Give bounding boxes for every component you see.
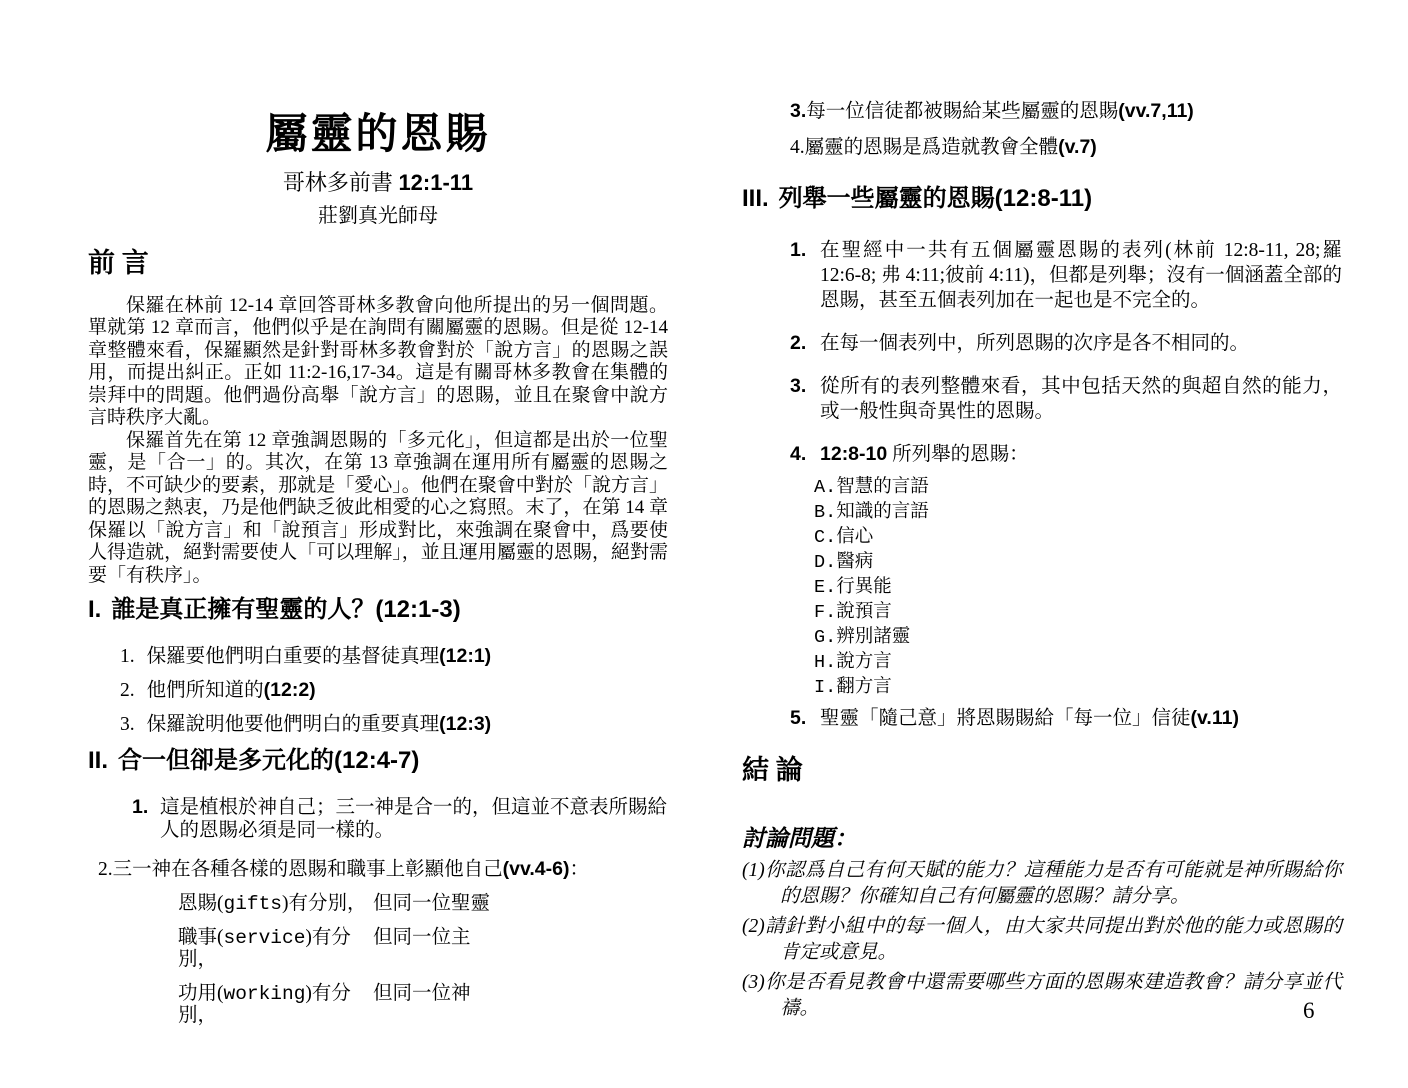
list-item (742, 331, 1342, 356)
doc-author: 莊劉真光師母 (318, 204, 438, 227)
list-item (814, 600, 1342, 625)
intro-paragraph-2: 保羅首先在第 12 章強調恩賜的「多元化」，但這都是出於一位聖靈，是「合一」的。其次，在第 13 章強調在運用所有屬靈的恩賜之時，不可缺少的要素，那就是「愛心」。他們在聚會中對於「說方言」的恩賜之熱衷，乃是他們缺乏彼此相愛的心之寫照。末了，在第 14 章保羅以「說方言」和「說預言」形成對比，來強調在聚會中，爲要使人得造就，絕對需要使人「可以理解」，並且運用屬靈的恩賜，絕對需要「有秩序」。 (88, 429, 668, 586)
discussion-question: (2)請針對小組中的每一個人，由大家共同提出對於他的能力或恩賜的肯定或意見。 (742, 916, 1342, 964)
verse-ref: (12:1) (439, 645, 492, 668)
list-item (88, 858, 668, 881)
item-text: 翻方言 (836, 676, 892, 697)
gift-zh: 職事( (178, 926, 224, 948)
gift-en: service (223, 926, 306, 949)
item-marker: 1. (790, 238, 807, 261)
gift-en: gifts (223, 892, 283, 915)
verse-ref: (12:3) (439, 713, 492, 736)
item-marker: G. (814, 626, 837, 648)
item-marker: 2. (120, 680, 135, 702)
item-text: 從所有的表列整體來看，其中包括天然的與超自然的能力，或一般性與奇異性的恩賜。 (820, 375, 1342, 422)
item-marker: F. (814, 601, 837, 623)
section2-heading (88, 747, 668, 776)
gift-zh: 功用( (178, 982, 224, 1004)
section1-list (88, 645, 668, 736)
section2-verse-ref: (12:4-7) (334, 747, 420, 775)
item-marker: 4. (790, 442, 807, 465)
list-item (814, 550, 1342, 575)
discussion-heading: 討論問題： (742, 825, 857, 851)
section3-title: 列舉一些屬靈的恩賜 (778, 186, 995, 212)
section3-numeral: III. (742, 185, 769, 212)
item-text: 三一神在各種各樣的恩賜和職事上彰顯他自己 (112, 858, 503, 880)
section1-numeral: I. (88, 596, 102, 624)
item-text: 說方言 (836, 651, 892, 672)
list-item (742, 706, 1342, 731)
doc-title: 屬靈的恩賜 (265, 112, 491, 158)
verse-ref: (v.7) (1058, 136, 1097, 158)
page-number: 6 (1303, 998, 1315, 1023)
item-text: 在聖經中一共有五個屬靈恩賜的表列(林前 12:8-11, 28;羅 12:6-8; 弗 4:11;彼前 4:11)，但都是列舉；沒有一個涵蓋全部的恩賜，甚至五個表列加在一起也是不完全的。 (820, 239, 1342, 311)
item-marker: 5. (790, 706, 807, 729)
conclusion-heading: 結 論 (742, 754, 803, 785)
item-text: 所列舉的恩賜： (887, 443, 1029, 465)
item-marker: B. (814, 501, 837, 523)
item-marker: 3. (790, 100, 807, 122)
item-marker: I. (814, 676, 837, 698)
item-text (820, 442, 1029, 467)
discussion-question: (1)你認爲自己有何天賦的能力？這種能力是否有可能就是神所賜給你的恩賜？你確知自己有何屬靈的恩賜？請分享。 (742, 860, 1342, 908)
left-column (88, 110, 668, 1039)
gift-row (178, 893, 668, 915)
list-item (742, 238, 1342, 313)
item-text: 保羅說明他要他們明白的重要真理 (146, 714, 440, 736)
verse-ref: (vv.4-6) (502, 857, 570, 880)
list-item (814, 475, 1342, 500)
list-item (814, 675, 1342, 700)
gift-en: working (223, 982, 306, 1005)
item-text: 聖靈「隨己意」將恩賜賜給「每一位」信徒 (820, 707, 1191, 729)
item-text: 行異能 (836, 576, 892, 597)
right-top-list (742, 100, 1342, 159)
item-marker: A. (814, 476, 837, 498)
gift-row (178, 927, 668, 971)
item-text: 知識的言語 (836, 501, 929, 522)
verse-ref: (12:2) (263, 679, 316, 702)
list-item (120, 713, 668, 736)
item-text: 說預言 (836, 601, 892, 622)
item-text: 每一位信徒都被賜給某些屬靈的恩賜 (806, 101, 1119, 122)
gift-row-left (178, 893, 373, 915)
item-marker: 3. (790, 374, 807, 397)
discussion-question: (3)你是否看見教會中還需要哪些方面的恩賜來建造教會？請分享並代禱。 (742, 972, 1342, 1020)
section1-title: 誰是真正擁有聖靈的人？ (111, 597, 376, 624)
item-marker: 1. (120, 646, 135, 668)
list-item (814, 525, 1342, 550)
gift-row (178, 983, 668, 1027)
gift-zh: )有分別， (178, 926, 351, 970)
section2-numeral: II. (88, 747, 109, 775)
gift-row-right: 但同一位主 (373, 926, 471, 948)
list-item (742, 442, 1342, 467)
section3-verse-ref: (12:8-11) (994, 185, 1093, 212)
item-marker: 2. (790, 331, 807, 354)
item-text: 醫病 (836, 551, 874, 572)
item-colon: ： (569, 858, 589, 880)
doc-subtitle (88, 170, 668, 196)
gift-zh: 恩賜( (178, 892, 224, 914)
subtitle-verse-ref: 12:1-11 (398, 170, 474, 196)
gift-row-right: 但同一位神 (373, 982, 471, 1004)
item-text: 在每一個表列中，所列恩賜的次序是各不相同的。 (820, 332, 1250, 354)
section3-heading (742, 185, 1342, 214)
item-marker: C. (814, 526, 837, 548)
gift-row-right: 但同一位聖靈 (373, 892, 491, 914)
right-column (742, 100, 1342, 1022)
item-text (820, 706, 1239, 731)
subtitle-text: 哥林多前書 (282, 170, 399, 196)
verse-ref: (vv.7,11) (1118, 100, 1194, 122)
item-text: 保羅要他們明白重要的基督徒真理 (146, 646, 440, 668)
list-item (790, 136, 1342, 159)
item-marker: 1. (132, 795, 149, 818)
item-marker: D. (814, 551, 837, 573)
gift-zh: )有分別， (178, 982, 351, 1026)
item-text: 辨別諸靈 (836, 626, 911, 647)
list-item (120, 645, 668, 668)
list-item (814, 575, 1342, 600)
item-text: 智慧的言語 (836, 476, 929, 497)
intro-heading: 前 言 (88, 247, 149, 278)
verse-ref: 12:8-10 (820, 442, 888, 465)
section2-title: 合一但卻是多元化的 (118, 748, 335, 775)
item-marker: 2. (98, 858, 113, 880)
verse-ref: (v.11) (1190, 706, 1239, 729)
list-item (814, 650, 1342, 675)
item-marker: E. (814, 576, 837, 598)
item-text: 他們所知道的 (146, 680, 264, 702)
gift-row-left (178, 983, 373, 1027)
list-item (814, 625, 1342, 650)
item-text: 信心 (836, 526, 874, 547)
list-item (742, 374, 1342, 424)
list-item (790, 100, 1342, 123)
list-item (814, 500, 1342, 525)
section1-verse-ref: (12:1-3) (375, 596, 461, 624)
item-text: 屬靈的恩賜是爲造就教會全體 (804, 137, 1059, 158)
gift-abc-list (742, 475, 1342, 700)
gift-row-left (178, 927, 373, 971)
item-text: 這是植根於神自己；三一神是合一的，但這並不意表所賜給人的恩賜必須是同一樣的。 (160, 796, 668, 841)
intro-paragraph-1: 保羅在林前 12-14 章回答哥林多教會向他所提出的另一個問題。單就第 12 章而言，他們似乎是在詢問有關屬靈的恩賜。但是從 12-14 章整體來看，保羅顯然是針對哥林多教會對於「說方言」的恩賜之誤用，而提出糾正。正如 11:2-16,17-34。這是有關哥林多教會在集體的崇拜中的問題。他們過份高舉「說方言」的恩賜，並且在聚會中說方言時秩序大亂。 (88, 294, 668, 429)
item-marker: H. (814, 651, 837, 673)
list-item (120, 679, 668, 702)
gifts-table (178, 893, 668, 1027)
list-item (88, 796, 668, 842)
item-marker: 4. (790, 137, 805, 158)
item-marker: 3. (120, 714, 135, 736)
gift-zh: )有分別， (282, 892, 367, 914)
section1-heading (88, 596, 668, 625)
